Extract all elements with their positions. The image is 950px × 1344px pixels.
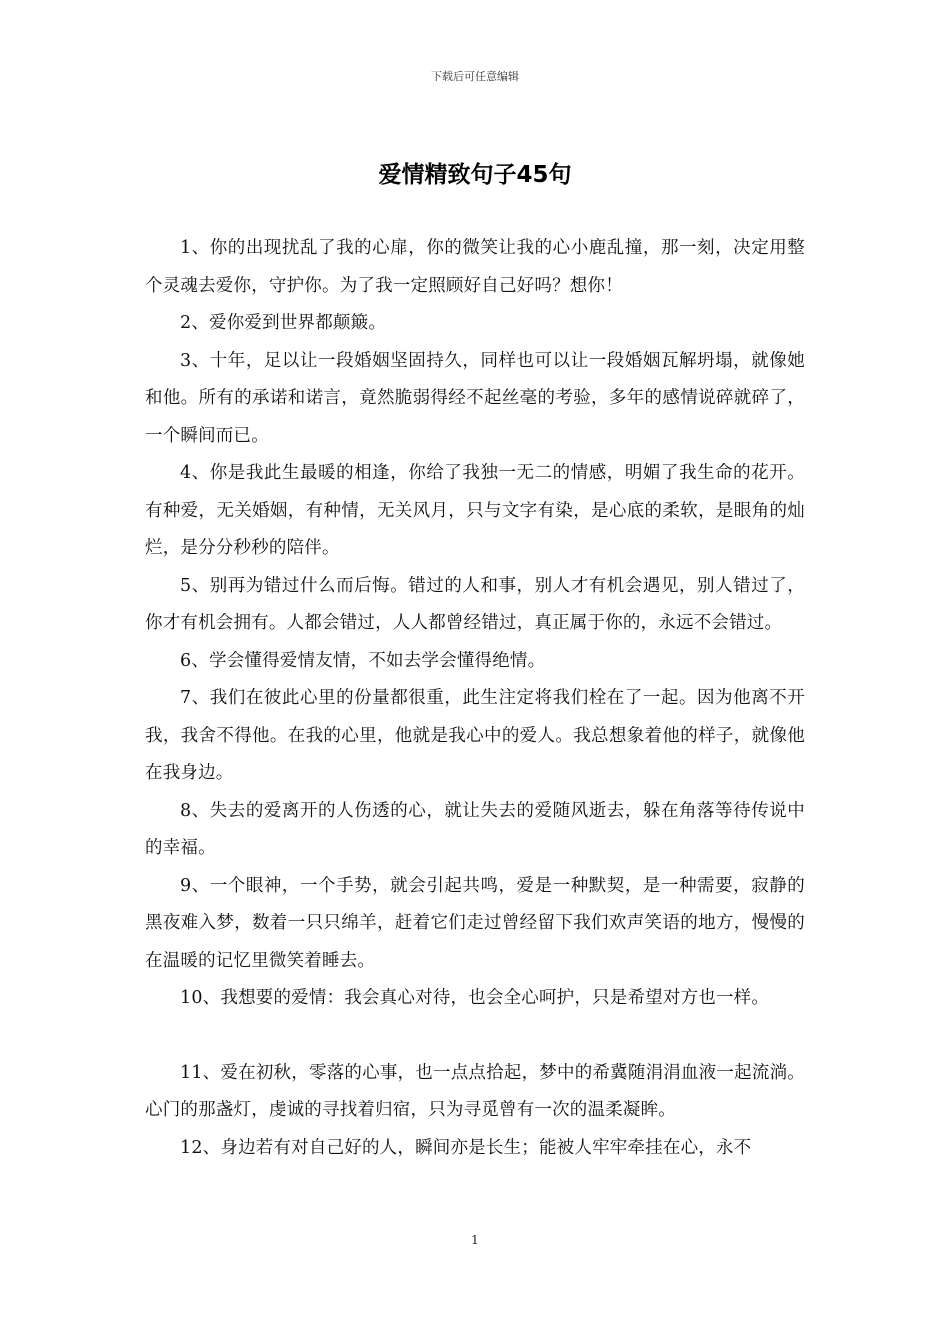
paragraph-6: 6、学会懂得爱情友情，不如去学会懂得绝情。	[180, 650, 546, 671]
document-title: 爱情精致句子45句	[378, 162, 572, 188]
page-number: 1	[471, 1233, 479, 1247]
paragraph-7: 7、我们在彼此心里的份量都很重，此生注定将我们栓在了一起。因为他离不开我，我舍不得他。在我的心里，他就是我心中的爱人。我总想象着他的样子，就像他在我身边。	[145, 688, 805, 783]
paragraph-1: 1、你的出现扰乱了我的心扉，你的微笑让我的心小鹿乱撞，那一刻，决定用整个灵魂去爱你，守护你。为了我一定照顾好自己好吗？想你！	[145, 238, 805, 296]
paragraph-12: 12、身边若有对自己好的人，瞬间亦是长生；能被人牢牢牵挂在心，永不	[180, 1137, 752, 1158]
paragraph-4: 4、你是我此生最暖的相逢，你给了我独一无二的情感，明媚了我生命的花开。有种爱，无关婚姻，有种情，无关风月，只与文字有染，是心底的柔软，是眼角的灿烂，是分分秒秒的陪伴。	[145, 463, 805, 558]
paragraph-8: 8、失去的爱离开的人伤透的心，就让失去的爱随风逝去，躲在角落等待传说中的幸福。	[145, 800, 805, 858]
paragraph-9: 9、一个眼神，一个手势，就会引起共鸣，爱是一种默契，是一种需要，寂静的黑夜难入梦，数着一只只绵羊，赶着它们走过曾经留下我们欢声笑语的地方，慢慢的在温暖的记忆里微笑着睡去。	[145, 875, 805, 971]
paragraph-3: 3、十年，足以让一段婚姻坚固持久，同样也可以让一段婚姻瓦解坍塌，就像她和他。所有的承诺和诺言，竟然脆弱得经不起丝毫的考验，多年的感情说碎就碎了，一个瞬间而已。	[145, 350, 805, 446]
header-note: 下载后可任意编辑	[431, 70, 519, 83]
paragraph-10: 10、我想要的爱情：我会真心对待，也会全心呵护，只是希望对方也一样。	[180, 988, 770, 1008]
paragraph-2: 2、爱你爱到世界都颠簸。	[180, 313, 387, 333]
document-body	[145, 230, 805, 1167]
paragraph-5: 5、别再为错过什么而后悔。错过的人和事，别人才有机会遇见，别人错过了，你才有机会拥有。人都会错过，人人都曾经错过，真正属于你的，永远不会错过。	[145, 575, 805, 633]
blank-line	[145, 1018, 805, 1055]
paragraph-11: 11、爱在初秋，零落的心事，也一点点拾起，梦中的希冀随涓涓血液一起流淌。心门的那盏灯，虔诚的寻找着归宿，只为寻觅曾有一次的温柔凝眸。	[145, 1062, 805, 1120]
